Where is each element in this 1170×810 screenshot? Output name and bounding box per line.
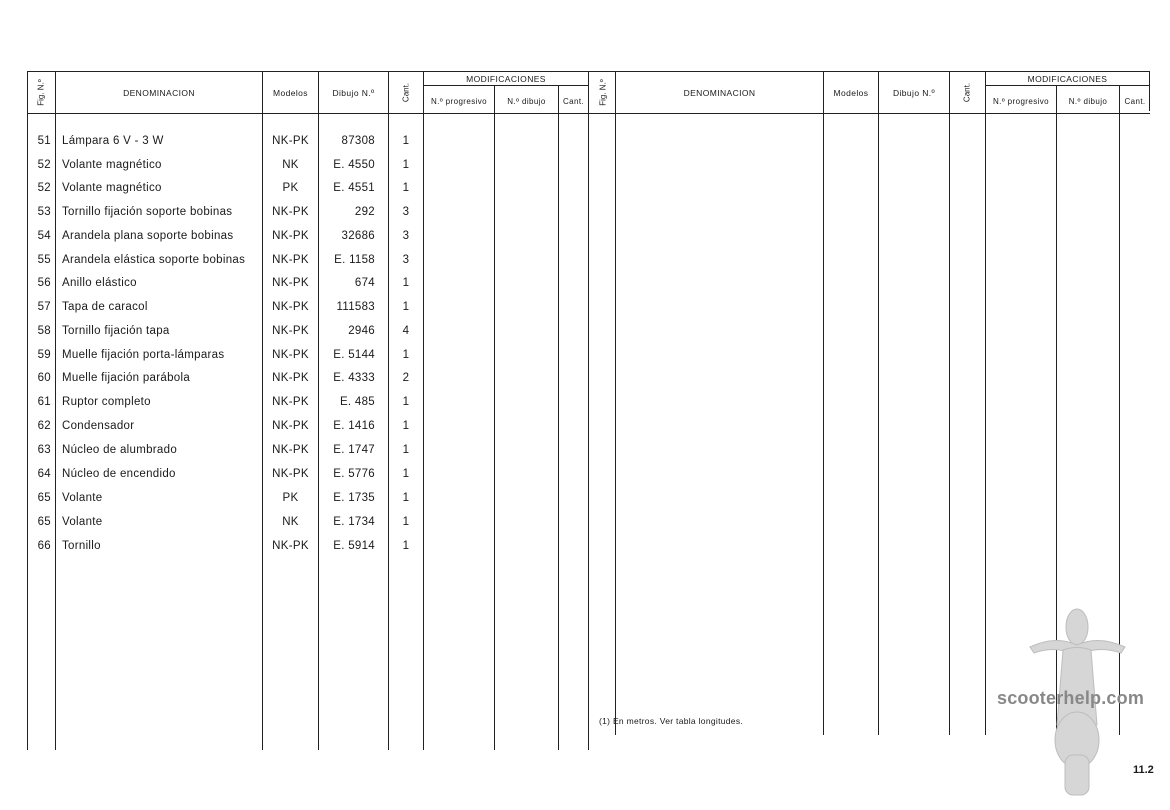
row-name: Núcleo de encendido: [62, 468, 176, 480]
row-drawing: E. 5144: [333, 349, 375, 361]
row-drawing: 292: [354, 206, 375, 218]
header-cant: Cant.: [401, 82, 411, 103]
row-fig: 66: [37, 540, 51, 552]
modif-subheader-line: [423, 85, 589, 86]
row-fig: 53: [37, 206, 51, 218]
row-model: NK-PK: [272, 230, 309, 242]
row-fig: 63: [37, 444, 51, 456]
row-model: NK-PK: [272, 277, 309, 289]
header-fig: Fig. N.º: [36, 79, 46, 106]
row-fig: 65: [37, 492, 51, 504]
row-qty: 1: [402, 444, 410, 456]
footnote: (1) En metros. Ver tabla longitudes.: [599, 716, 744, 726]
modif-subheader-line: [985, 85, 1150, 86]
row-qty: 3: [402, 254, 410, 266]
row-fig: 61: [37, 396, 51, 408]
header-n-progresivo: N.º progresivo: [992, 97, 1050, 106]
row-qty: 3: [402, 230, 410, 242]
row-name: Condensador: [62, 420, 135, 432]
row-drawing: E. 1747: [333, 444, 375, 456]
header-bottom-border: [589, 113, 1150, 114]
row-drawing: E. 5914: [333, 540, 375, 552]
row-qty: 1: [402, 301, 410, 313]
header-mod-cant: Cant.: [1124, 97, 1146, 106]
row-drawing: 674: [354, 277, 375, 289]
row-qty: 4: [402, 325, 410, 337]
row-name: Muelle fijación porta-lámparas: [62, 349, 225, 361]
row-fig: 54: [37, 230, 51, 242]
row-qty: 1: [402, 396, 410, 408]
row-drawing: E. 1158: [334, 254, 375, 266]
header-fig: Fig. N.º: [598, 79, 608, 106]
row-drawing: E. 485: [339, 396, 375, 408]
row-fig: 65: [37, 516, 51, 528]
row-model: NK-PK: [272, 468, 309, 480]
row-qty: 1: [402, 135, 410, 147]
header-cant: Cant.: [962, 82, 972, 103]
row-model: NK-PK: [272, 372, 309, 384]
row-fig: 56: [37, 277, 51, 289]
header-denominacion: DENOMINACION: [123, 88, 195, 98]
watermark-text: scooterhelp.com: [997, 688, 1145, 708]
row-drawing: E. 4550: [333, 159, 375, 171]
row-drawing: E. 1416: [333, 420, 375, 432]
row-model: NK: [282, 159, 299, 171]
row-qty: 1: [402, 349, 410, 361]
row-drawing: 2946: [348, 325, 375, 337]
row-name: Muelle fijación parábola: [62, 372, 191, 384]
row-model: NK-PK: [272, 135, 309, 147]
row-name: Ruptor completo: [62, 396, 151, 408]
row-qty: 1: [402, 277, 410, 289]
header-bottom-border: [27, 113, 589, 114]
row-qty: 1: [402, 516, 410, 528]
row-name: Tapa de caracol: [62, 301, 148, 313]
row-name: Tornillo fijación soporte bobinas: [62, 206, 233, 218]
row-qty: 1: [402, 468, 410, 480]
header-n-dibujo: N.º dibujo: [1068, 97, 1108, 106]
header-modelos: Modelos: [833, 88, 869, 98]
row-drawing: E. 4333: [333, 372, 375, 384]
row-fig: 64: [37, 468, 51, 480]
row-fig: 58: [37, 325, 51, 337]
header-denominacion: DENOMINACION: [683, 88, 756, 98]
row-name: Arandela plana soporte bobinas: [62, 230, 234, 242]
row-model: PK: [282, 182, 299, 194]
row-model: NK-PK: [272, 396, 309, 408]
header-mod-cant: Cant.: [562, 97, 585, 106]
row-qty: 1: [402, 159, 410, 171]
header-modelos: Modelos: [273, 88, 308, 98]
header-n-progresivo: N.º progresivo: [430, 97, 488, 106]
row-fig: 59: [37, 349, 51, 361]
row-fig: 52: [37, 182, 51, 194]
row-model: NK: [282, 516, 299, 528]
row-fig: 52: [37, 159, 51, 171]
row-qty: 1: [402, 492, 410, 504]
row-model: NK-PK: [272, 301, 309, 313]
row-model: NK-PK: [272, 420, 309, 432]
row-drawing: E. 1734: [333, 516, 375, 528]
page-number: 11.2: [1133, 764, 1154, 776]
header-dibujo: Dibujo N.º: [332, 88, 375, 98]
row-drawing: E. 5776: [333, 468, 375, 480]
row-fig: 51: [37, 135, 51, 147]
row-model: NK-PK: [272, 444, 309, 456]
row-fig: 57: [37, 301, 51, 313]
row-qty: 1: [402, 420, 410, 432]
row-fig: 60: [37, 372, 51, 384]
row-name: Anillo elástico: [62, 277, 137, 289]
row-name: Núcleo de alumbrado: [62, 444, 178, 456]
table-top-border: [589, 71, 1150, 72]
row-drawing: E. 4551: [333, 182, 375, 194]
row-model: PK: [282, 492, 299, 504]
row-name: Volante: [62, 492, 103, 504]
row-qty: 1: [402, 540, 410, 552]
row-model: NK-PK: [272, 325, 309, 337]
row-qty: 2: [402, 372, 410, 384]
row-name: Arandela elástica soporte bobinas: [62, 254, 246, 266]
row-name: Lámpara 6 V - 3 W: [62, 135, 164, 147]
row-name: Volante magnético: [62, 182, 162, 194]
row-model: NK-PK: [272, 254, 309, 266]
row-model: NK-PK: [272, 206, 309, 218]
row-drawing: 111583: [336, 301, 375, 313]
row-name: Tornillo: [62, 540, 101, 552]
row-name: Volante magnético: [62, 159, 162, 171]
header-dibujo: Dibujo N.º: [892, 88, 936, 98]
row-drawing: 32686: [341, 230, 375, 242]
row-qty: 3: [402, 206, 410, 218]
row-fig: 62: [37, 420, 51, 432]
row-model: NK-PK: [272, 349, 309, 361]
row-drawing: 87308: [341, 135, 375, 147]
row-qty: 1: [402, 182, 410, 194]
row-drawing: E. 1735: [333, 492, 375, 504]
row-name: Volante: [62, 516, 103, 528]
header-n-dibujo: N.º dibujo: [507, 97, 546, 106]
table-top-border: [27, 71, 589, 72]
row-model: NK-PK: [272, 540, 309, 552]
header-modificaciones: MODIFICACIONES: [466, 74, 546, 84]
row-fig: 55: [37, 254, 51, 266]
row-name: Tornillo fijación tapa: [62, 325, 170, 337]
header-modificaciones: MODIFICACIONES: [1027, 74, 1108, 84]
